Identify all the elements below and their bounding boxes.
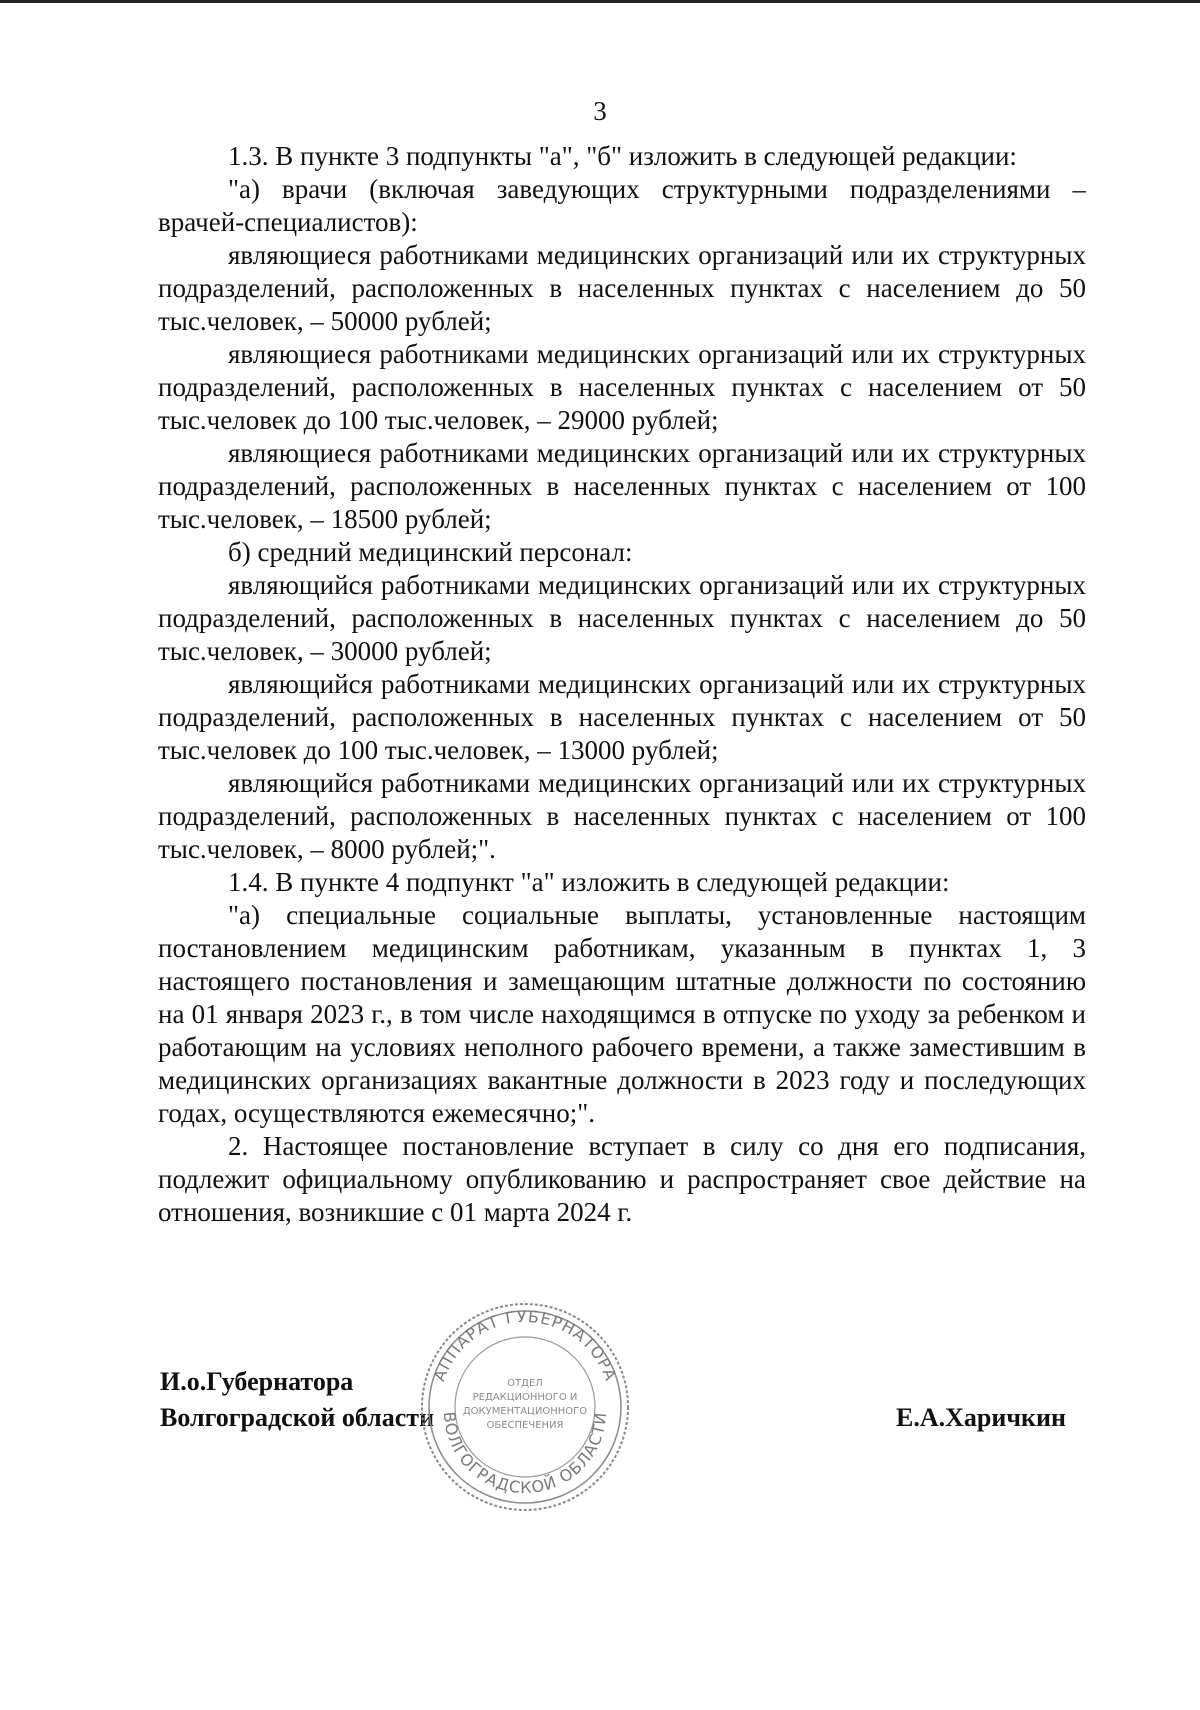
seal-inner-line4: ОБЕСПЕЧЕНИЯ bbox=[486, 1420, 564, 1431]
paragraph-doctors-over-100k: являющиеся работниками медицинских организаций или их структурных подразделений, расположенных в населенных пунктах с населением от 100 тыс.человек, – 18500 рублей; bbox=[158, 438, 1086, 534]
page-number: 3 bbox=[593, 96, 607, 126]
seal-outer-text-bottom: ВОЛГОГРАДСКОЙ ОБЛАСТИ bbox=[439, 1410, 611, 1498]
paragraph-1-4-heading: 1.4. В пункте 4 подпункт "а" изложить в следующей редакции: bbox=[228, 867, 950, 897]
paragraph-doctors-under-50k: являющиеся работниками медицинских организаций или их структурных подразделений, расположенных в населенных пунктах с населением до 50 тыс.человек, – 50000 рублей; bbox=[158, 240, 1086, 336]
scan-top-edge bbox=[0, 0, 1200, 3]
paragraph-doctors-50k-100k: являющиеся работниками медицинских организаций или их структурных подразделений, расположенных в населенных пунктах с населением от 50 тыс.человек до 100 тыс.человек, – 29000 рублей; bbox=[158, 339, 1086, 435]
paragraph-nurses-under-50k: являющийся работниками медицинских организаций или их структурных подразделений, расположенных в населенных пунктах с населением до 50 тыс.человек, – 30000 рублей; bbox=[158, 570, 1086, 666]
seal-inner-line3: ДОКУМЕНТАЦИОННОГО bbox=[462, 1406, 588, 1417]
seal-inner-line1: ОТДЕЛ bbox=[507, 1378, 543, 1389]
paragraph-b-nurses: б) средний медицинский персонал: bbox=[228, 537, 633, 567]
paragraph-special-payments: "а) специальные социальные выплаты, установленные настоящим постановлением медицинским работникам, указанным в пунктах 1, 3 настоящего постановления и замещающим штатные должности по состоянию на 01 января 2023 г., в том числе находящимся в отпуске по уходу за ребенком и работающим на условиях неполного рабочего времени, а также заместившим в медицинских организациях вакантные должности в 2023 году и последующих годах, осуществляются ежемесячно;". bbox=[158, 900, 1086, 1128]
signatory-position-line2: Волгоградской области bbox=[160, 1403, 435, 1432]
svg-text:АППАРАТ ГУБЕРНАТОРА bbox=[429, 1307, 620, 1384]
paragraph-1-3-heading: 1.3. В пункте 3 подпункты "а", "б" изложить в следующей редакции: bbox=[228, 141, 1017, 171]
signatory-position bbox=[160, 1364, 434, 1436]
seal-outer-text-top: АППАРАТ ГУБЕРНАТОРА bbox=[429, 1306, 621, 1384]
paragraph-2-effective-date: 2. Настоящее постановление вступает в силу со дня его подписания, подлежит официальному опубликованию и распространяет свое действие на отношения, возникшие с 01 марта 2024 г. bbox=[158, 1131, 1086, 1227]
signatory-name: Е.А.Харичкин bbox=[896, 1403, 1066, 1432]
document-body bbox=[158, 140, 1086, 1229]
paragraph-nurses-50k-100k: являющийся работниками медицинских организаций или их структурных подразделений, расположенных в населенных пунктах с населением от 50 тыс.человек до 100 тыс.человек, – 13000 рублей; bbox=[158, 669, 1086, 765]
seal-inner-line2: РЕДАКЦИОННОГО И bbox=[472, 1392, 578, 1403]
paragraph-a-doctors: "а) врачи (включая заведующих структурными подразделениями – врачей-специалистов): bbox=[158, 174, 1086, 237]
official-seal-stamp bbox=[418, 1300, 632, 1514]
paragraph-nurses-over-100k: являющийся работниками медицинских организаций или их структурных подразделений, расположенных в населенных пунктах с населением от 100 тыс.человек, – 8000 рублей;". bbox=[158, 768, 1086, 864]
signatory-position-line1: И.о.Губернатора bbox=[160, 1367, 354, 1396]
